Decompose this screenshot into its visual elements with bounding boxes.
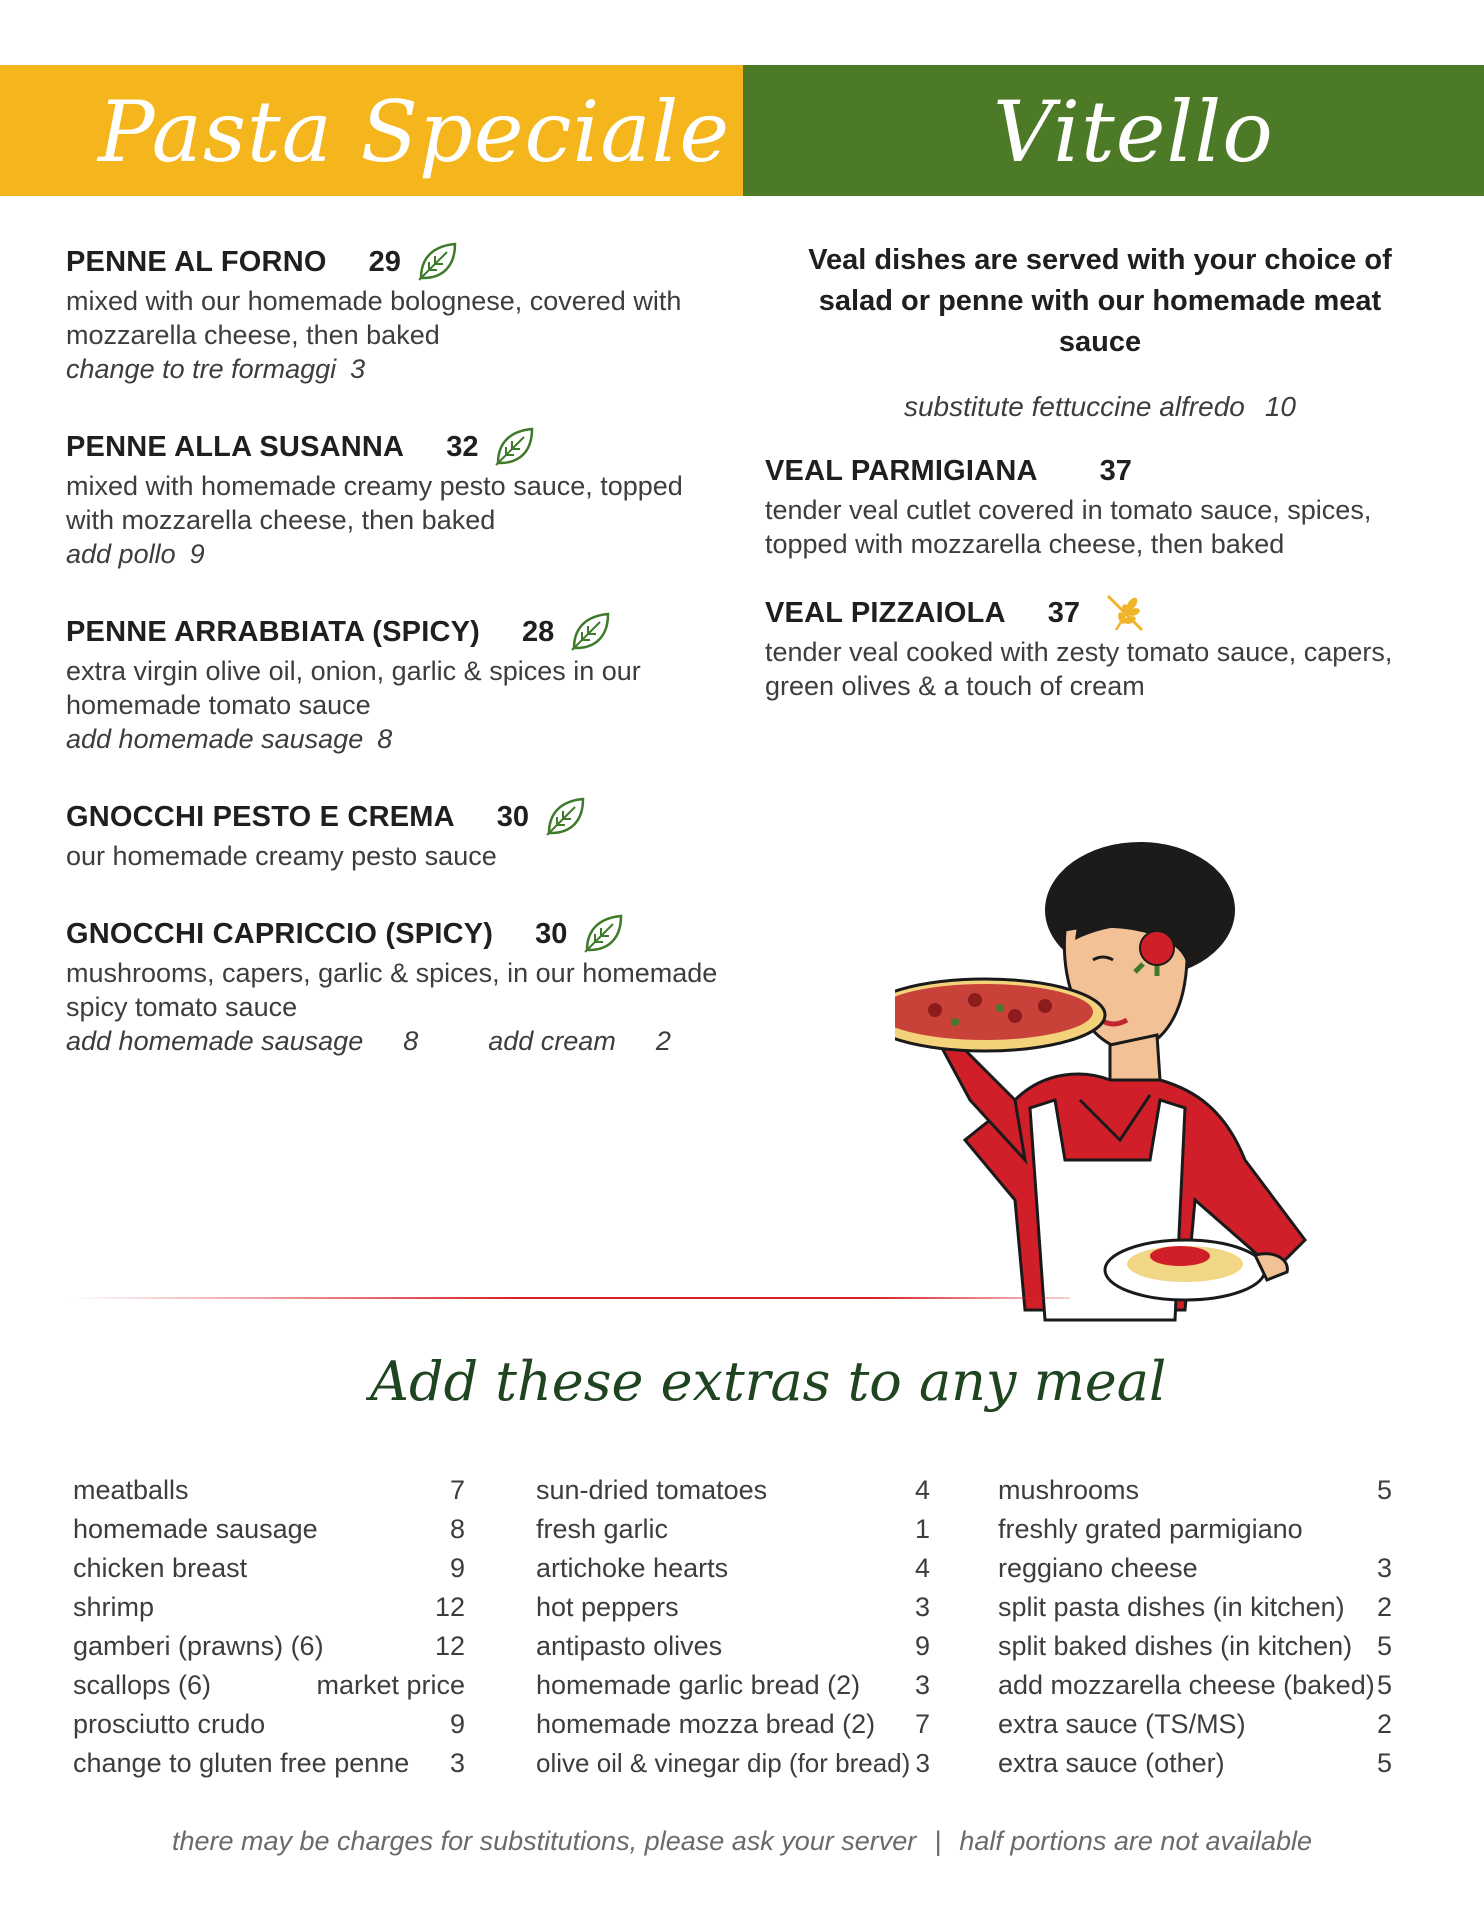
extras-row: homemade mozza bread (2) 7 [536, 1709, 930, 1739]
extras-row: prosciutto crudo 9 [73, 1709, 465, 1739]
menu-item [765, 449, 1445, 561]
pasta-speciale-title: Pasta Speciale [98, 83, 731, 181]
dish-price: 28 [522, 615, 555, 648]
menu-item [66, 240, 726, 386]
vitello-section [765, 240, 1445, 733]
dish-description: our homemade creamy pesto sauce [66, 841, 497, 871]
dish-name: GNOCCHI CAPRICCIO (SPICY) [66, 917, 494, 950]
extras-row: extra sauce (other) 5 [998, 1748, 1392, 1778]
dish-price: 37 [1099, 454, 1132, 487]
leaf-icon [415, 240, 459, 284]
extras-row: split baked dishes (in kitchen) 5 [998, 1631, 1392, 1661]
dish-description: mixed with our homemade bolognese, covered with mozzarella cheese, then baked [66, 286, 682, 350]
menu-item [66, 425, 726, 571]
leaf-icon [543, 795, 587, 839]
extras-row: artichoke hearts 4 [536, 1553, 930, 1583]
footer-note: there may be charges for substitutions, please ask your server | half portions are not available [171, 1826, 1313, 1856]
dish-name: VEAL PIZZAIOLA [765, 596, 1006, 629]
extras-row: split pasta dishes (in kitchen) 2 [998, 1592, 1392, 1622]
extras-title: Add these extras to any meal [370, 1350, 1167, 1413]
dish-name: VEAL PARMIGIANA [765, 454, 1038, 487]
dish-addon: add homemade sausage 8 [66, 724, 393, 754]
dish-addon: add pollo 9 [66, 539, 205, 569]
dish-price: 29 [368, 245, 401, 278]
menu-item [765, 591, 1445, 703]
leaf-icon [492, 425, 536, 469]
dish-name: GNOCCHI PESTO E CREMA [66, 800, 455, 833]
veal-intro: Veal dishes are served with your choice of salad or penne with our homemade meat sauce [808, 244, 1392, 358]
dish-name: PENNE ALLA SUSANNA [66, 430, 405, 463]
dish-price: 37 [1047, 596, 1080, 629]
dish-description: tender veal cooked with zesty tomato sauce, capers, green olives & a touch of cream [765, 637, 1393, 701]
vitello-banner [743, 65, 1484, 196]
extras-row: scallops (6) market price [73, 1670, 465, 1700]
gluten-free-wheat-icon [1102, 590, 1148, 636]
extras-row: meatballs 7 [73, 1475, 465, 1505]
extras-row: shrimp 12 [73, 1592, 465, 1622]
extras-row: add mozzarella cheese (baked) 5 [998, 1670, 1392, 1700]
extras-row: mushrooms 5 [998, 1475, 1392, 1505]
extras-row: homemade garlic bread (2) 3 [536, 1670, 930, 1700]
extras-column [536, 1475, 930, 1787]
dish-description: tender veal cutlet covered in tomato sauce, spices, topped with mozzarella cheese, then baked [765, 495, 1372, 559]
dish-addon: change to tre formaggi 3 [66, 354, 366, 384]
vitello-title: Vitello [993, 83, 1274, 181]
dish-price: 30 [535, 917, 568, 950]
dish-name: PENNE AL FORNO [66, 245, 327, 278]
extras-row: extra sauce (TS/MS) 2 [998, 1709, 1392, 1739]
pasta-speciale-banner [0, 65, 743, 196]
dish-price: 30 [496, 800, 530, 833]
menu-item [66, 610, 726, 756]
leaf-icon [581, 912, 625, 956]
chef-lady-illustration [895, 840, 1425, 1360]
menu-item [66, 795, 726, 873]
extras-row: chicken breast 9 [73, 1553, 465, 1583]
extras-row: change to gluten free penne 3 [73, 1748, 465, 1778]
extras-row: antipasto olives 9 [536, 1631, 930, 1661]
extras-row: olive oil & vinegar dip (for bread) 3 [536, 1748, 930, 1778]
pasta-section [66, 240, 726, 1097]
extras-row: reggiano cheese 3 [998, 1553, 1392, 1583]
extras-column [998, 1475, 1392, 1787]
dish-description: extra virgin olive oil, onion, garlic & spices in our homemade tomato sauce [66, 656, 641, 720]
dish-description: mixed with homemade creamy pesto sauce, topped with mozzarella cheese, then baked [66, 471, 683, 535]
extras-row: homemade sausage 8 [73, 1514, 465, 1544]
veal-substitute: substitute fettuccine alfredo 10 [903, 391, 1297, 422]
dish-addon: add homemade sausage 8 add cream 2 [66, 1026, 671, 1056]
dish-name: PENNE ARRABBIATA (SPICY) [66, 615, 481, 648]
extras-row: sun-dried tomatoes 4 [536, 1475, 930, 1505]
extras-row: fresh garlic 1 [536, 1514, 930, 1544]
dish-description: mushrooms, capers, garlic & spices, in our homemade spicy tomato sauce [66, 958, 718, 1022]
extras-row: gamberi (prawns) (6) 12 [73, 1631, 465, 1661]
extras-row: freshly grated parmigiano [998, 1514, 1303, 1544]
extras-column [73, 1475, 465, 1787]
section-divider [70, 1297, 1070, 1299]
menu-item [66, 912, 726, 1058]
leaf-icon [568, 610, 612, 654]
dish-price: 32 [446, 430, 479, 463]
extras-row: hot peppers 3 [536, 1592, 930, 1622]
